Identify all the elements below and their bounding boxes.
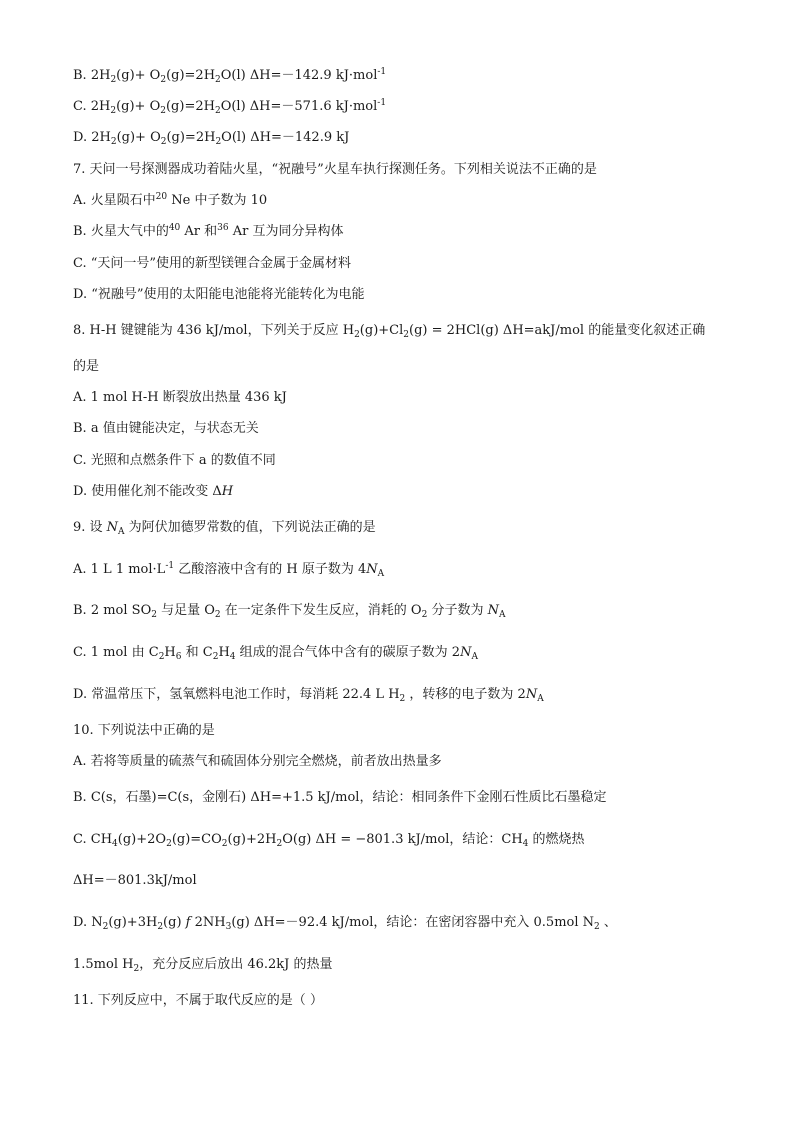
option-9c-seg: 2 bbox=[212, 652, 219, 662]
question-7-seg: 7. 天问一号探测器成功着陆火星，“祝融号”火星车执行探测任务。下列相关说法不正确的是 bbox=[73, 162, 597, 177]
option-9b-seg: B. 2 mol SO bbox=[73, 603, 152, 618]
option-7b-seg: 36 bbox=[217, 223, 229, 233]
question-10-seg: 10. 下列说法中正确的是 bbox=[73, 723, 215, 738]
option-7a-seg: A. 火星陨石中 bbox=[73, 193, 156, 208]
option-8a bbox=[73, 389, 753, 407]
option-10c-seg: 2 bbox=[166, 839, 172, 849]
option-10d-cont-seg: 1.5mol H bbox=[73, 957, 134, 972]
option-10d-cont-seg: ，充分反应后放出 46.2kJ 的热量 bbox=[139, 957, 333, 972]
option-9a-seg: 乙酸溶液中含有的 H 原子数为 4 bbox=[174, 562, 367, 577]
option-6b-seg: B. 2H bbox=[73, 68, 111, 83]
option-8d-seg: D. 使用催化剂不能改变 Δ bbox=[73, 484, 222, 499]
option-9c-seg: 4 bbox=[229, 652, 236, 662]
option-6d-seg: 2 bbox=[110, 137, 117, 147]
option-6d-seg: (g)+ O bbox=[116, 130, 161, 145]
option-9a-seg: A. 1 L 1 mol·L bbox=[73, 562, 166, 577]
option-10a bbox=[73, 753, 753, 771]
option-9d-seg: A bbox=[537, 694, 544, 704]
option-9b-seg: 2 bbox=[214, 610, 221, 620]
option-9b-seg: 与足量 O bbox=[156, 603, 215, 618]
option-6c-seg: 2 bbox=[214, 106, 221, 116]
option-8b bbox=[73, 420, 753, 438]
option-9b-seg: 2 bbox=[151, 610, 157, 620]
option-6d bbox=[73, 129, 753, 147]
option-9d-seg: D. 常温常压下，氢氧燃料电池工作时，每消耗 22.4 L H bbox=[73, 687, 400, 702]
option-6b-seg: 2 bbox=[215, 75, 221, 85]
question-8-seg: 2 bbox=[403, 330, 409, 340]
option-7b-seg: 40 bbox=[168, 223, 181, 233]
option-6c-seg: 2 bbox=[110, 106, 117, 116]
option-9c-seg: N bbox=[460, 645, 472, 660]
option-10d-seg: 2 bbox=[594, 922, 600, 932]
question-11 bbox=[73, 992, 753, 1010]
question-9-seg: 为阿伏加德罗常数的值，下列说法正确的是 bbox=[124, 520, 376, 535]
option-10d-seg: (g) ΔH=－92.4 kJ/mol，结论：在密闭容器中充入 0.5mol N bbox=[231, 915, 595, 930]
question-10 bbox=[73, 722, 753, 740]
question-9 bbox=[73, 519, 753, 537]
question-8-seg: 8. H-H 键键能为 436 kJ/mol，下列关于反应 H bbox=[73, 323, 355, 338]
option-7b-seg: B. 火星大气中的 bbox=[73, 224, 169, 239]
question-8-seg: (g)+Cl bbox=[359, 323, 404, 338]
option-7a-seg: Ne 中子数为 10 bbox=[167, 193, 268, 208]
option-9b-seg: N bbox=[487, 603, 499, 618]
option-10c-seg: 4 bbox=[112, 839, 118, 849]
option-6c-seg: 2 bbox=[160, 106, 166, 116]
question-8-seg: 2 bbox=[354, 330, 360, 340]
option-10d-seg: 、 bbox=[599, 915, 617, 930]
option-10c-seg: 2 bbox=[276, 839, 283, 849]
option-9a-seg: A bbox=[377, 569, 385, 579]
option-6d-seg: 2 bbox=[215, 137, 222, 147]
option-8b-seg: B. a 值由键能决定，与状态无关 bbox=[73, 421, 259, 436]
option-6d-seg: D. 2H bbox=[73, 130, 111, 145]
option-10d-seg: (g)+3H bbox=[108, 915, 158, 930]
option-6b-seg: 2 bbox=[160, 75, 167, 85]
option-10d-seg: 2NH bbox=[190, 915, 226, 930]
option-9c-seg: 和 C bbox=[181, 645, 213, 660]
question-8-seg: (g) = 2HCl(g) ΔH=akJ/mol 的能量变化叙述正确 bbox=[409, 323, 706, 338]
option-6c-seg: (g)=2H bbox=[165, 99, 215, 114]
option-10c-seg: 的燃烧热 bbox=[528, 832, 585, 847]
option-10c-seg: (g)=CO bbox=[171, 832, 222, 847]
option-9d-seg: 2 bbox=[399, 694, 406, 704]
option-6b-seg: O(l) ΔH=－142.9 kJ·mol bbox=[220, 68, 378, 83]
option-10d-seg: f bbox=[185, 915, 191, 930]
option-7d bbox=[73, 286, 753, 304]
option-10b bbox=[73, 789, 753, 807]
option-7d-seg: D. “祝融号”使用的太阳能电池能将光能转化为电能 bbox=[73, 287, 365, 302]
option-10d-seg: 3 bbox=[225, 922, 232, 932]
option-9c-seg: C. 1 mol 由 C bbox=[73, 645, 159, 660]
option-8d-seg: H bbox=[221, 484, 234, 499]
option-10d-seg: 2 bbox=[157, 922, 164, 932]
option-9c-seg: H bbox=[218, 645, 230, 660]
option-7a-seg: 20 bbox=[155, 192, 168, 202]
option-10c-cont-seg: ΔH=－801.3kJ/mol bbox=[73, 873, 197, 888]
option-9b-seg: A bbox=[498, 610, 506, 620]
option-8c bbox=[73, 452, 753, 470]
option-6c-seg: (g)+ O bbox=[116, 99, 161, 114]
question-8-cont-seg: 的是 bbox=[73, 359, 100, 374]
option-9b-seg: 分子数为 bbox=[427, 603, 488, 618]
option-6b-seg: -1 bbox=[377, 67, 387, 77]
option-9d-seg: ，转移的电子数为 2 bbox=[405, 687, 526, 702]
question-9-seg: N bbox=[106, 520, 119, 535]
option-7b-seg: Ar 和 bbox=[180, 224, 218, 239]
option-9c-seg: 2 bbox=[158, 652, 165, 662]
option-9b-seg: 2 bbox=[421, 610, 428, 620]
option-10c-cont bbox=[73, 872, 753, 890]
option-6c-seg: C. 2H bbox=[73, 99, 111, 114]
option-6b-seg: (g)=2H bbox=[166, 68, 216, 83]
option-10d-seg: D. N bbox=[73, 915, 103, 930]
option-7b bbox=[73, 223, 753, 241]
question-9-seg: A bbox=[118, 527, 125, 537]
option-7b-seg: Ar 互为同分异构体 bbox=[228, 224, 344, 239]
question-8-cont bbox=[73, 358, 753, 376]
option-10c-seg: O(g) ΔH = −801.3 kJ/mol，结论：CH bbox=[282, 832, 523, 847]
option-9d-seg: N bbox=[525, 687, 538, 702]
option-7a bbox=[73, 192, 753, 210]
option-6d-seg: 2 bbox=[160, 137, 167, 147]
option-10c-seg: 4 bbox=[522, 839, 529, 849]
question-9-seg: 9. 设 bbox=[73, 520, 107, 535]
option-10a-seg: A. 若将等质量的硫蒸气和硫固体分别完全燃烧，前者放出热量多 bbox=[73, 754, 442, 769]
option-10c-seg: (g)+2H bbox=[227, 832, 277, 847]
option-10d-cont-seg: 2 bbox=[133, 964, 140, 974]
option-9b-seg: 在一定条件下发生反应，消耗的 O bbox=[220, 603, 422, 618]
option-6c-seg: O(l) ΔH=－571.6 kJ·mol bbox=[220, 99, 378, 114]
option-8d bbox=[73, 483, 753, 501]
option-6d-seg: (g)=2H bbox=[166, 130, 216, 145]
option-9c-seg: A bbox=[471, 652, 478, 662]
option-10c-seg: C. CH bbox=[73, 832, 113, 847]
option-6b bbox=[73, 67, 753, 85]
option-10b-seg: B. C(s，石墨)=C(s，金刚石) ΔH=+1.5 kJ/mol，结论：相同条件下金刚石性质比石墨稳定 bbox=[73, 790, 607, 805]
option-9c-seg: 组成的混合气体中含有的碳原子数为 2 bbox=[235, 645, 461, 660]
option-9b bbox=[73, 602, 753, 620]
option-8c-seg: C. 光照和点燃条件下 a 的数值不同 bbox=[73, 453, 276, 468]
option-10c bbox=[73, 831, 753, 849]
question-8 bbox=[73, 322, 753, 340]
option-8a-seg: A. 1 mol H-H 断裂放出热量 436 kJ bbox=[73, 390, 287, 405]
option-10c-seg: 2 bbox=[221, 839, 228, 849]
option-9a-seg: N bbox=[366, 562, 378, 577]
option-10d-seg: 2 bbox=[102, 922, 109, 932]
option-10c-seg: (g)+2O bbox=[117, 832, 167, 847]
option-9c-seg: H bbox=[164, 645, 176, 660]
option-6c bbox=[73, 98, 753, 116]
option-7c bbox=[73, 255, 753, 273]
option-9a-seg: -1 bbox=[165, 561, 175, 571]
option-9c bbox=[73, 644, 753, 662]
option-6b-seg: (g)+ O bbox=[116, 68, 161, 83]
option-9d bbox=[73, 686, 753, 704]
option-9a bbox=[73, 561, 753, 579]
option-10d-cont bbox=[73, 956, 753, 974]
option-10d bbox=[73, 914, 753, 932]
option-9c-seg: 6 bbox=[175, 652, 182, 662]
option-6b-seg: 2 bbox=[110, 75, 117, 85]
option-10d-seg: (g) bbox=[163, 915, 186, 930]
option-6d-seg: O(l) ΔH=－142.9 kJ bbox=[221, 130, 350, 145]
question-11-seg: 11. 下列反应中，不属于取代反应的是（ ） bbox=[73, 993, 323, 1008]
option-7c-seg: C. “天问一号”使用的新型镁锂合金属于金属材料 bbox=[73, 256, 352, 271]
option-6c-seg: -1 bbox=[377, 98, 387, 108]
question-7 bbox=[73, 161, 753, 179]
